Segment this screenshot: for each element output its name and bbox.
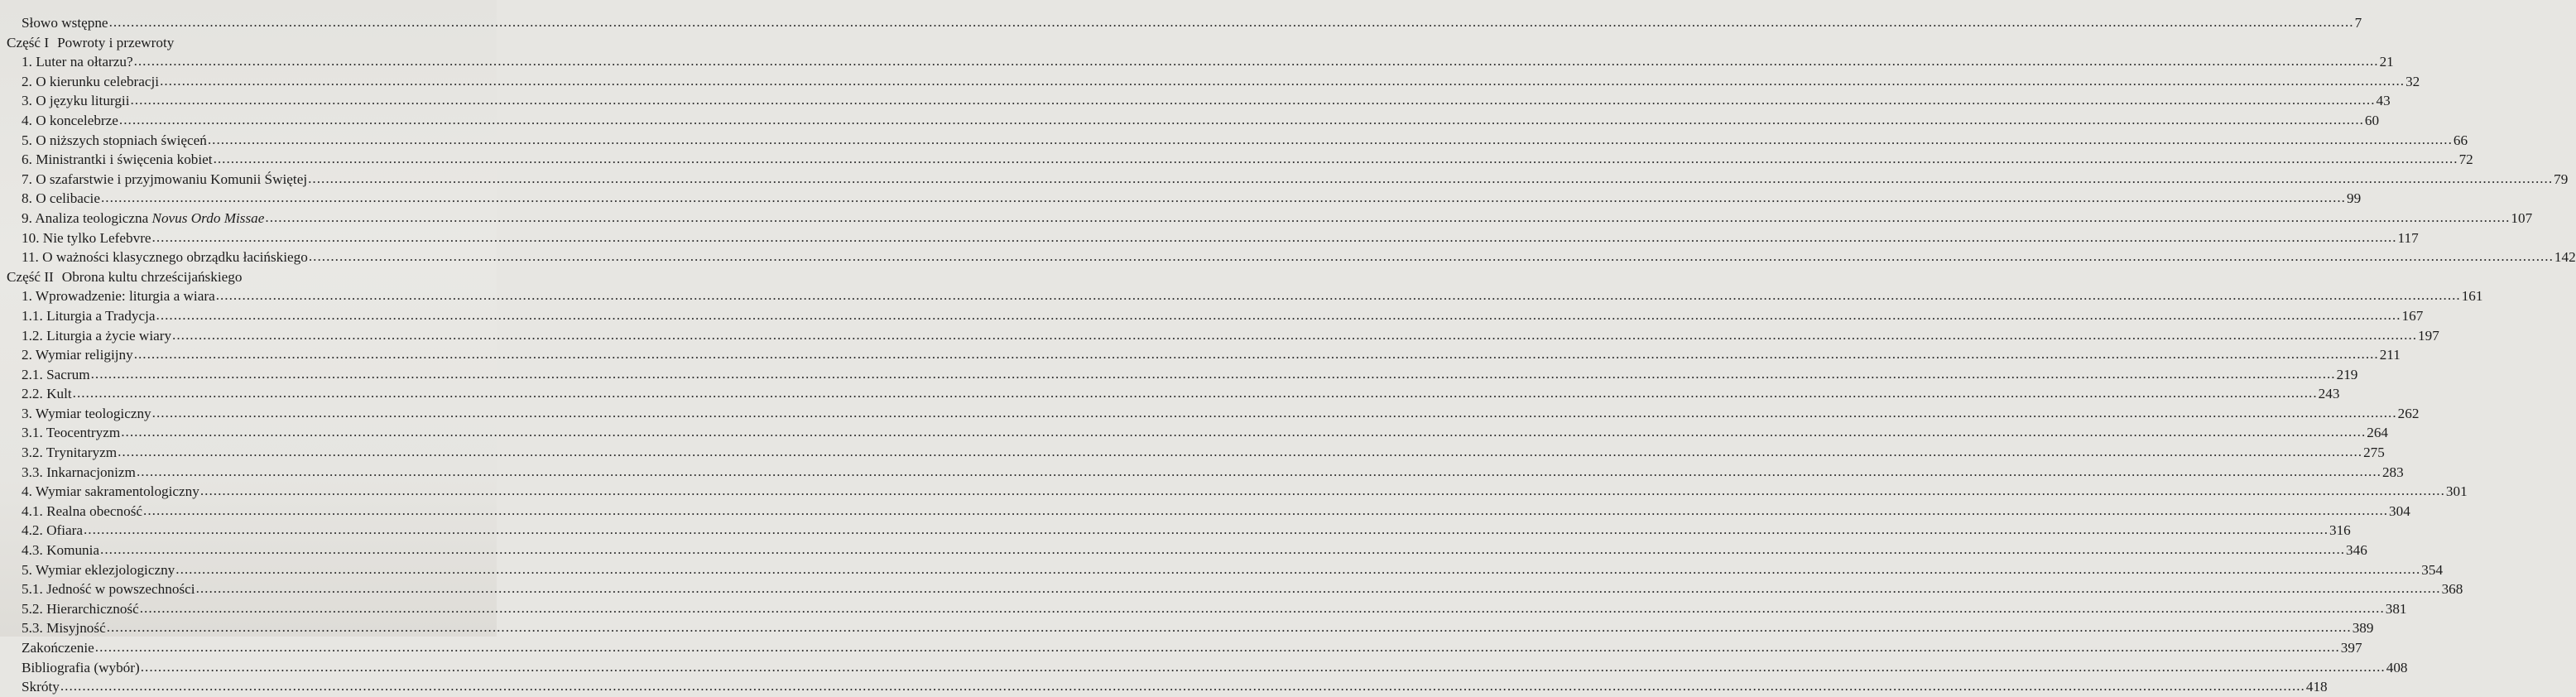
dot-leader bbox=[107, 618, 2352, 637]
part-label: Część I bbox=[7, 34, 50, 50]
toc-entry bbox=[0, 579, 2463, 599]
page-number: 262 bbox=[2397, 405, 2420, 421]
toc-entry bbox=[0, 618, 2374, 638]
toc-entry-title-text: Skróty bbox=[22, 679, 60, 695]
page-number: 79 bbox=[2554, 171, 2569, 187]
toc-entry bbox=[0, 13, 2362, 33]
dot-leader bbox=[208, 130, 2453, 150]
toc-entry bbox=[0, 286, 2483, 306]
toc-entry bbox=[0, 599, 2407, 619]
toc-entry-title-text: Bibliografia (wybór) bbox=[22, 659, 140, 675]
toc-entry-title bbox=[22, 521, 83, 541]
toc-entry bbox=[0, 209, 2533, 228]
toc-entry bbox=[0, 638, 2362, 658]
toc-entry-title-text: 11. O ważności klasycznego obrządku łacińskiego bbox=[22, 249, 308, 266]
toc-entry-title-text: 9. Analiza teologiczna bbox=[22, 209, 149, 226]
toc-entry-title bbox=[22, 541, 99, 560]
toc-entry bbox=[0, 248, 2576, 267]
dot-leader bbox=[137, 462, 2381, 482]
toc-entry-title bbox=[22, 286, 215, 306]
toc-entry bbox=[0, 91, 2391, 111]
toc-entry-title bbox=[22, 306, 156, 326]
page-number: 211 bbox=[2379, 347, 2401, 363]
part-title: Powroty i przewroty bbox=[57, 34, 175, 50]
dot-leader bbox=[84, 520, 2328, 540]
toc-entry-title-text: 2.1. Sacrum bbox=[22, 366, 90, 382]
toc-entry-title bbox=[22, 443, 117, 463]
page-number: 197 bbox=[2418, 327, 2439, 344]
dot-leader bbox=[143, 501, 2388, 521]
toc-entry-title-text: 5.1. Jedność w powszechności bbox=[22, 581, 195, 598]
toc-entry bbox=[0, 463, 2404, 483]
dot-leader bbox=[160, 71, 2405, 91]
toc-entry bbox=[0, 502, 2410, 522]
toc-entry bbox=[0, 170, 2569, 190]
table-of-contents bbox=[0, 13, 2576, 697]
toc-entry-title-text: Słowo wstępne bbox=[22, 15, 108, 31]
page-number: 283 bbox=[2381, 464, 2404, 480]
page-number: 161 bbox=[2461, 288, 2483, 305]
part-title: Obrona kultu chrześcijańskiego bbox=[61, 268, 243, 285]
toc-entry bbox=[0, 560, 2444, 580]
dot-leader bbox=[141, 657, 2386, 677]
page-number: 408 bbox=[2386, 659, 2408, 675]
page-number: 301 bbox=[2445, 483, 2468, 500]
dot-leader bbox=[100, 540, 2345, 560]
dot-leader bbox=[134, 51, 2379, 71]
toc-entry bbox=[0, 384, 2340, 404]
toc-part-heading bbox=[0, 33, 497, 53]
toc-entry-title-text: 1.2. Liturgia a życie wiary bbox=[22, 327, 172, 344]
page-number: 243 bbox=[2318, 386, 2340, 402]
page-number: 21 bbox=[2379, 54, 2394, 70]
page-number: 167 bbox=[2401, 307, 2424, 324]
page-number: 304 bbox=[2389, 502, 2410, 519]
dot-leader bbox=[200, 481, 2445, 501]
page-number: 7 bbox=[2354, 15, 2362, 31]
toc-entry bbox=[0, 482, 2468, 502]
toc-entry-title-text: 4.1. Realna obecność bbox=[22, 502, 143, 519]
toc-entry-title bbox=[22, 502, 142, 522]
dot-leader bbox=[130, 90, 2375, 110]
toc-entry bbox=[0, 72, 2420, 92]
dot-leader bbox=[309, 247, 2554, 267]
toc-entry bbox=[0, 131, 2468, 151]
toc-entry-title-text: 4.2. Ofiara bbox=[22, 522, 83, 539]
toc-entry-title-text: 4. Wymiar sakramentologiczny bbox=[22, 483, 199, 500]
toc-entry-title bbox=[22, 618, 106, 638]
toc-entry-title bbox=[22, 228, 151, 248]
toc-entry-title bbox=[22, 131, 207, 151]
toc-entry-title bbox=[22, 150, 213, 170]
dot-leader bbox=[121, 422, 2366, 442]
page-number: 275 bbox=[2363, 445, 2385, 461]
page-number: 72 bbox=[2458, 151, 2473, 168]
dot-leader bbox=[91, 364, 2336, 384]
toc-entry bbox=[0, 189, 2362, 209]
page-number: 66 bbox=[2453, 132, 2468, 148]
page-number: 368 bbox=[2441, 581, 2463, 598]
dot-leader bbox=[119, 110, 2364, 130]
dot-leader bbox=[152, 228, 2397, 248]
toc-entry-title bbox=[22, 423, 120, 443]
toc-entry-title bbox=[22, 72, 159, 92]
dot-leader bbox=[172, 325, 2417, 345]
toc-entry-title-text: 6. Ministrantki i święcenia kobiet bbox=[22, 151, 213, 168]
toc-entry-title bbox=[22, 599, 139, 619]
toc-entry-title-text: 1. Luter na ołtarzu? bbox=[22, 54, 133, 70]
page-number: 117 bbox=[2397, 229, 2419, 246]
page-number: 316 bbox=[2328, 522, 2351, 539]
dot-leader bbox=[175, 560, 2420, 579]
dot-leader bbox=[118, 442, 2362, 462]
toc-entry-title bbox=[22, 345, 133, 365]
toc-entry-title bbox=[22, 209, 264, 228]
dot-leader bbox=[156, 305, 2401, 325]
dot-leader bbox=[140, 598, 2385, 618]
toc-entry-title bbox=[22, 189, 100, 209]
dot-leader bbox=[95, 637, 2340, 657]
toc-entry-title-text: 3.3. Inkarnacjonizm bbox=[22, 464, 136, 480]
toc-entry-title-text: Zakończenie bbox=[22, 640, 94, 656]
toc-entry-title-text: 3. Wymiar teologiczny bbox=[22, 405, 151, 421]
toc-entry bbox=[0, 345, 2401, 365]
page-number: 397 bbox=[2340, 640, 2362, 656]
toc-entry-title bbox=[22, 658, 140, 678]
page-number: 43 bbox=[2376, 93, 2391, 109]
dot-leader bbox=[216, 286, 2461, 305]
page-number: 381 bbox=[2385, 600, 2407, 617]
toc-entry-title bbox=[22, 91, 129, 111]
page-number: 264 bbox=[2367, 425, 2389, 441]
page-number: 142 bbox=[2554, 249, 2576, 266]
toc-entry bbox=[0, 150, 2473, 170]
toc-entry-title bbox=[22, 365, 90, 385]
toc-entry-title-text: 2.2. Kult bbox=[22, 386, 72, 402]
toc-part-heading bbox=[0, 267, 497, 287]
toc-entry-title-text: 2. O kierunku celebracji bbox=[22, 73, 160, 89]
toc-entry bbox=[0, 521, 2351, 541]
toc-entry-title-text: 5.3. Misyjność bbox=[22, 620, 106, 637]
toc-entry-title bbox=[22, 170, 307, 190]
toc-entry-title-text: 1.1. Liturgia a Tradycja bbox=[22, 307, 156, 324]
toc-entry bbox=[0, 658, 2408, 678]
toc-entry-title bbox=[22, 248, 308, 267]
dot-leader bbox=[101, 188, 2346, 208]
toc-entry-title-text: 5. Wymiar eklezjologiczny bbox=[22, 561, 175, 578]
page-number: 418 bbox=[2305, 679, 2328, 695]
toc-entry-title bbox=[22, 677, 60, 697]
dot-leader bbox=[60, 676, 2305, 696]
toc-entry bbox=[0, 677, 2328, 697]
toc-entry-title-text: 3.1. Teocentryzm bbox=[22, 425, 121, 441]
page-number: 60 bbox=[2364, 112, 2380, 128]
toc-entry-title bbox=[22, 482, 199, 502]
page-number: 346 bbox=[2346, 542, 2367, 559]
toc-entry-title-text: 4. O koncelebrze bbox=[22, 112, 118, 128]
dot-leader bbox=[73, 383, 2318, 403]
toc-entry-title-italic: Novus Ordo Missae bbox=[151, 209, 265, 226]
toc-entry bbox=[0, 404, 2420, 424]
toc-entry-title-text: 5. O niższych stopniach święceń bbox=[22, 132, 207, 148]
toc-entry-title bbox=[22, 560, 175, 580]
dot-leader bbox=[214, 149, 2458, 169]
dot-leader bbox=[196, 579, 2441, 598]
toc-entry bbox=[0, 111, 2380, 131]
dot-leader bbox=[134, 344, 2379, 364]
toc-entry bbox=[0, 326, 2439, 346]
toc-entry bbox=[0, 228, 2419, 248]
toc-entry-title bbox=[22, 404, 151, 424]
toc-entry-title-text: 1. Wprowadzenie: liturgia a wiara bbox=[22, 288, 215, 305]
part-label: Część II bbox=[7, 268, 54, 285]
toc-entry-title bbox=[22, 111, 118, 131]
toc-entry-title bbox=[22, 13, 108, 33]
toc-entry-title bbox=[22, 638, 94, 658]
page-number: 219 bbox=[2336, 366, 2358, 382]
page-number: 354 bbox=[2421, 561, 2444, 578]
toc-entry-title-text: 8. O celibacie bbox=[22, 190, 100, 207]
toc-entry-title-text: 7. O szafarstwie i przyjmowaniu Komunii Świętej bbox=[22, 171, 308, 187]
dot-leader bbox=[308, 169, 2553, 189]
page-number: 99 bbox=[2346, 190, 2362, 207]
toc-entry-title bbox=[22, 384, 72, 404]
toc-entry bbox=[0, 52, 2394, 72]
dot-leader bbox=[152, 403, 2397, 423]
page-number: 107 bbox=[2511, 209, 2533, 226]
toc-entry-title-text: 2. Wymiar religijny bbox=[22, 347, 133, 363]
page-number: 389 bbox=[2352, 620, 2374, 637]
toc-entry-title-text: 3.2. Trynitaryzm bbox=[22, 445, 118, 461]
toc-entry bbox=[0, 306, 2424, 326]
page-number: 32 bbox=[2405, 73, 2420, 89]
toc-entry bbox=[0, 443, 2385, 463]
toc-entry-title bbox=[22, 52, 133, 72]
toc-entry-title-text: 4.3. Komunia bbox=[22, 542, 100, 559]
toc-entry-title bbox=[22, 326, 171, 346]
toc-entry-title-text: 5.2. Hierarchiczność bbox=[22, 600, 139, 617]
toc-entry-title-text: 3. O języku liturgii bbox=[22, 93, 130, 109]
dot-leader bbox=[109, 12, 2354, 32]
toc-entry bbox=[0, 423, 2389, 443]
dot-leader bbox=[265, 208, 2510, 228]
toc-entry bbox=[0, 365, 2358, 385]
toc-entry-title-text: 10. Nie tylko Lefebvre bbox=[22, 229, 151, 246]
toc-entry bbox=[0, 541, 2367, 560]
toc-entry-title bbox=[22, 579, 195, 599]
toc-entry-title bbox=[22, 463, 136, 483]
